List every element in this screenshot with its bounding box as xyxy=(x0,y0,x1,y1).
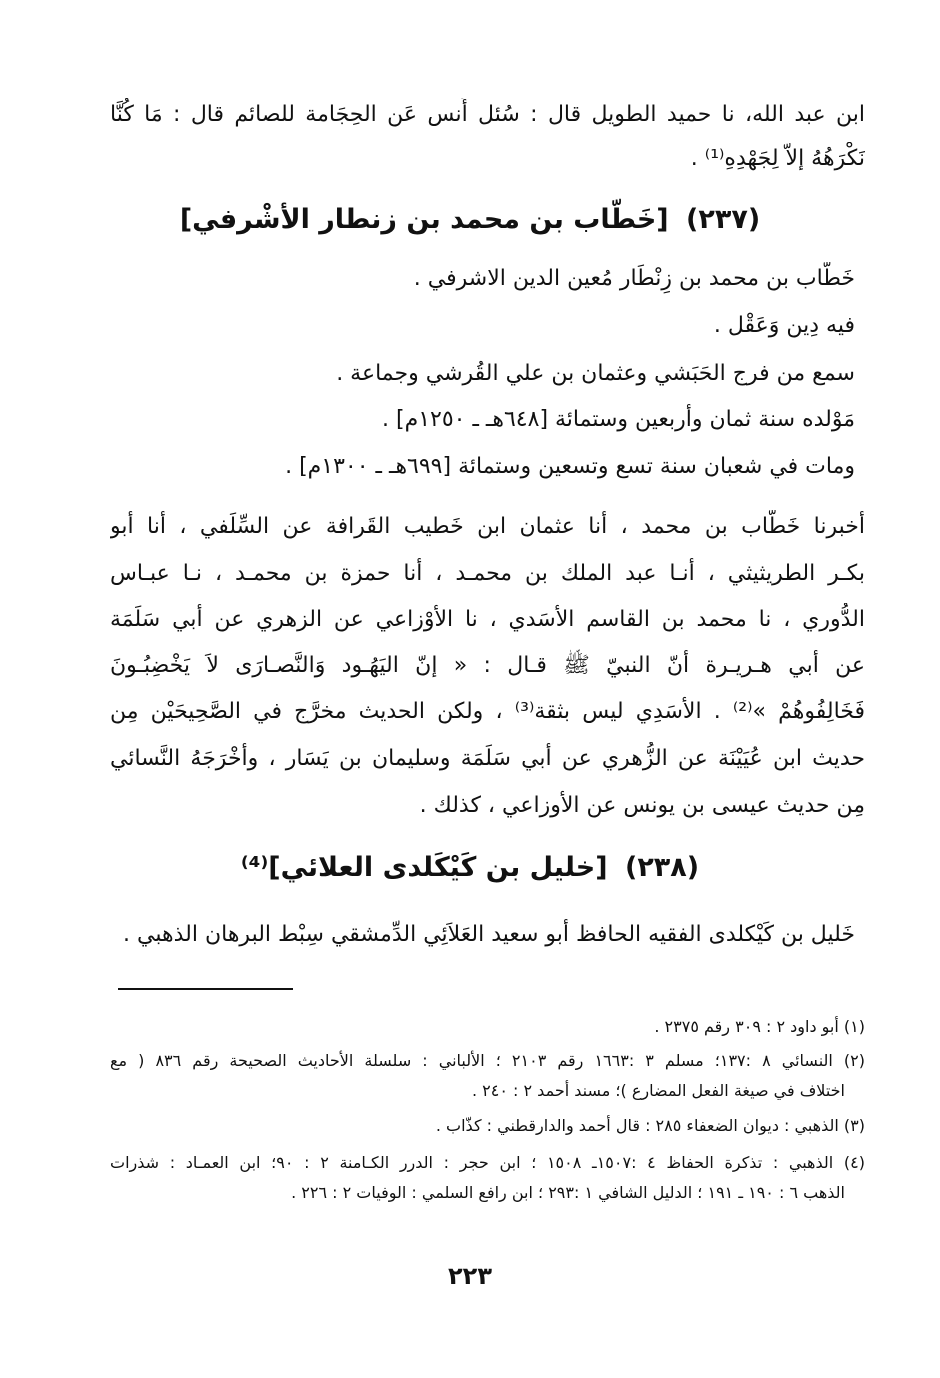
narration-line: بكـر الطريثيثي ، أنـا عبد الملك بن محمـد ، أنا حمزة بن محمـد ، نـا عبـاس xyxy=(110,561,865,586)
entry-number: (٢٣٨) xyxy=(624,852,700,883)
bio-line: خَطّاب بن محمد بن زِنْطَار مُعين الدين الاشرفي . xyxy=(413,266,855,291)
entry-number: (٢٣٧) xyxy=(686,204,761,235)
text-line: ابن عبد الله، نا حميد الطويل قال : سُئل أَنس عَن الحِجَامة للصائم قال : مَا كُنَّا xyxy=(110,102,865,127)
bio-line: ومات في شعبان سنة تسع وتسعين وستمائة [٦٩٩هـ ـ ١٣٠٠م] . xyxy=(285,454,855,479)
footnote-4: (٤) الذهبي : تذكرة الحفاظ ٤ :١٥٠٧ـ ١٥٠٨ ؛ ابن حجر : الدرر الكـامنة ٢ : ٩٠؛ ابن العمـاد : شذرات xyxy=(110,1153,865,1172)
footnote-2-cont: اختلاف في صيغة الفعل المضارع )؛ مسند أحمد ٢ : ٢٤٠ . xyxy=(471,1081,845,1100)
footnote-separator xyxy=(118,988,293,990)
page-number: ٢٢٣ xyxy=(448,1262,492,1290)
narration-line: الدُّوري ، نا محمد بن القاسم الأسَدي ، نا الأوْزاعي عن الزهري عن أبي سَلَمَة xyxy=(110,607,865,632)
bio-line: خَليل بن كَيْكلدى الفقيه الحافظ أبو سعيد العَلاَئِي الدِّمشقي سِبْط البرهان الذهبي . xyxy=(123,922,855,947)
entry-title: [خليل بن كَيْكَلدى العلائي]⁽⁴⁾ xyxy=(240,852,608,883)
narration-line: أخبرنا خَطّاب بن محمد ، أنا عثمان ابن خَطيب القَرافة عن السِّلَفي ، أنا أبو xyxy=(110,514,865,539)
bio-line: مَوْلده سنة ثمان وأربعين وستمائة [٦٤٨هـ ـ ١٢٥٠م] . xyxy=(382,407,855,432)
entry-title: [خَطّاب بن محمد بن زنطار الأشْرفي] xyxy=(179,204,669,235)
text-line: نَكْرَهُهُ إلاّ لِجَهْدِهِ⁽¹⁾ . xyxy=(690,146,865,171)
narration-line: فَخَالِفُوهُمْ »⁽²⁾ . الأسَدِي ليس بثقة⁽³⁾ ، ولكن الحديث مخرَّج في الصَّحِيحَيْن مِن xyxy=(110,699,865,724)
narration-line: حديث ابن عُيَيْنَة عن الزُّهري عن أبي سَلَمَة وسليمان بن يَسَار ، وأخْرَجَهُ النَّسائي xyxy=(110,746,865,771)
bio-line: سمع من فرج الحَبَشي وعثمان بن علي القُرشي وجماعة . xyxy=(336,361,855,386)
footnote-1: (١) أبو داود ٢ : ٣٠٩ رقم ٢٣٧٥ . xyxy=(654,1017,865,1036)
bio-line: فيه دِين وَعَقْل . xyxy=(713,313,855,338)
footnote-2: (٢) النسائي ٨ :١٣٧؛ مسلم ٣ :١٦٦٣ رقم ٢١٠٣ ؛ الألباني : سلسلة الأحاديث الصحيحة رقم ٨٣٦ ( مع xyxy=(110,1051,865,1070)
entry-heading-238 xyxy=(0,848,940,888)
entry-heading-237 xyxy=(0,200,940,240)
narration-line: مِن حديث عيسى بن يونس عن الأوزاعي ، كذلك . xyxy=(419,793,865,818)
footnote-4-cont: الذهب ٦ : ١٩٠ ـ ١٩١ ؛ الدليل الشافي ١ :٢٩٣ ؛ ابن رافع السلمي : الوفيات ٢ : ٢٢٦ . xyxy=(291,1183,845,1202)
narration-line: عن أبي هـريـرة أنّ النبيّ ﷺ قـال : « إنّ اليَهُـود وَالنَّصـارَى لاَ يَخْضِبُـونَ xyxy=(110,653,865,678)
footnote-3: (٣) الذهبي : ديوان الضعفاء ٢٨٥ : قال أحمد والدارقطني : كذّاب . xyxy=(435,1116,865,1135)
